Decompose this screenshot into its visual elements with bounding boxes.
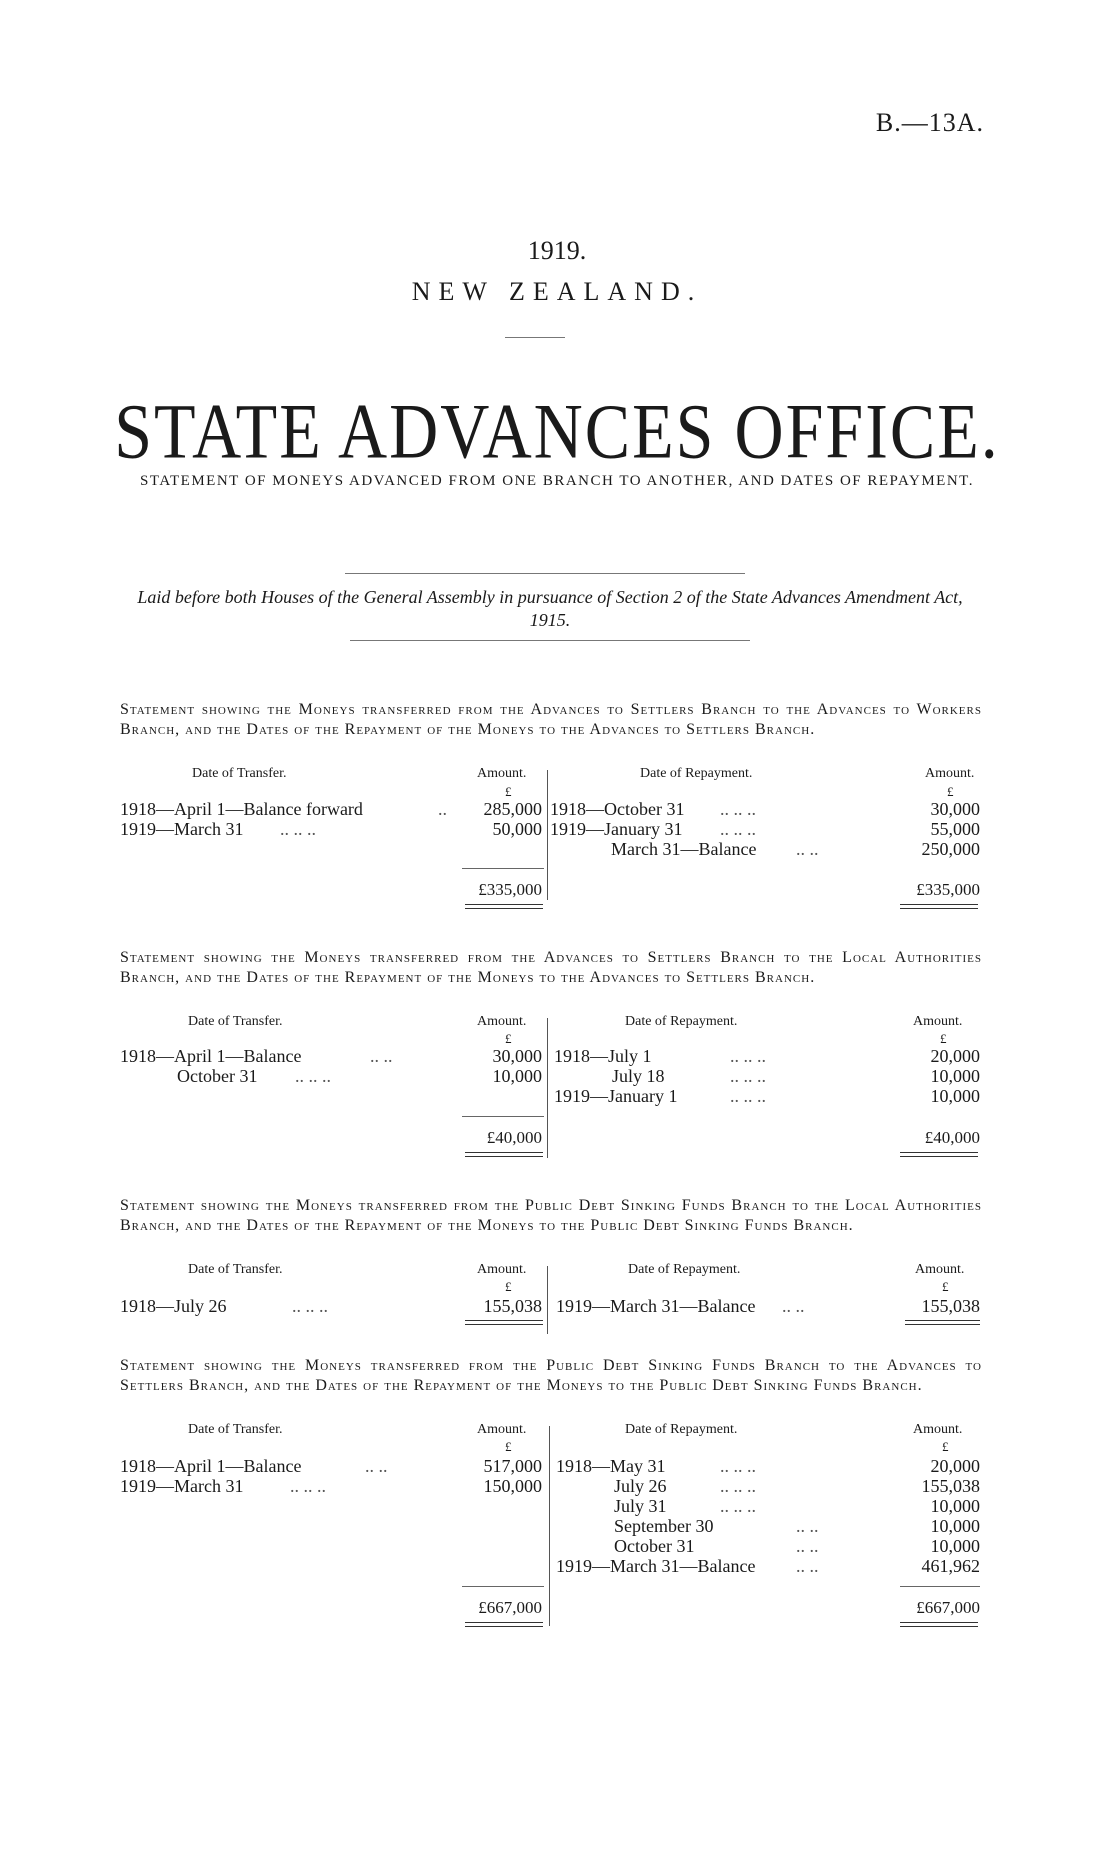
statement-heading: Statement showing the Moneys transferred from the Advances to Settlers Branch to the Advances to Workers Branch, and the Dates of the Repayment of the Moneys to the Advances to Settlers Branch. (120, 701, 982, 738)
col-header-date-of-transfer: Date of Transfer. (188, 1262, 283, 1277)
dot-leader: .. .. .. (720, 1496, 756, 1516)
transfer-amount: 50,000 (492, 819, 542, 839)
repayment-date: 1919—January 31 (550, 819, 683, 839)
total-double-rule (465, 1152, 543, 1157)
dot-leader: .. .. .. (730, 1046, 766, 1066)
total-double-rule (900, 1152, 978, 1157)
col-header-date-of-repayment: Date of Repayment. (628, 1262, 741, 1277)
laid-before-notice: Laid before both Houses of the General Assembly in pursuance of Section 2 of the State Advances Amendment Act, 1915. (137, 587, 963, 630)
dot-leader: .. .. .. (720, 819, 756, 839)
total-double-rule (465, 904, 543, 909)
repayment-date: 1918—July 1 (554, 1046, 652, 1066)
table-row (120, 1456, 980, 1478)
table-row (120, 1496, 980, 1518)
statement-heading: Statement showing the Moneys transferred from the Public Debt Sinking Funds Branch to the Local Authorities Branch, and the Dates of the Repayment of the Moneys to the Public Debt Sinking Funds Branch. (120, 1197, 982, 1234)
col-header-amount: Amount. (925, 766, 975, 781)
col-header-amount: Amount. (477, 1014, 527, 1029)
pound-sign: £ (942, 1439, 949, 1454)
repayment-date: July 18 (612, 1066, 665, 1086)
dot-leader: .. .. .. (720, 799, 756, 819)
repayment-amount: 10,000 (930, 1536, 980, 1556)
repayment-amount: 10,000 (930, 1516, 980, 1536)
table-row (120, 1536, 980, 1558)
pound-sign: £ (947, 784, 954, 799)
dot-leader: .. .. (796, 1516, 819, 1536)
dot-leader: .. .. .. (720, 1456, 756, 1476)
transfer-date: 1918—April 1—Balance forward (120, 799, 363, 819)
year: 1919. (527, 236, 587, 265)
sum-rule (462, 1586, 544, 1587)
repayment-amount: 55,000 (930, 819, 980, 839)
transfer-date: 1918—April 1—Balance (120, 1456, 302, 1476)
total-repayments: £40,000 (924, 1128, 980, 1147)
col-header-amount: Amount. (477, 1262, 527, 1277)
repayment-date: September 30 (614, 1516, 714, 1536)
col-header-date-of-repayment: Date of Repayment. (640, 766, 753, 781)
transfer-date: 1918—April 1—Balance (120, 1046, 302, 1066)
country: NEW ZEALAND. (411, 277, 703, 306)
total-transfers: £40,000 (486, 1128, 542, 1147)
table-row (120, 1476, 980, 1498)
transfer-date: 1919—March 31 (120, 819, 244, 839)
repayment-date: July 31 (614, 1496, 667, 1516)
repayment-amount: 10,000 (930, 1496, 980, 1516)
total-transfers: £335,000 (478, 880, 542, 899)
pound-sign: £ (942, 1279, 949, 1294)
total-double-rule (465, 1320, 543, 1325)
total-double-rule (905, 1320, 980, 1325)
repayment-amount: 10,000 (930, 1086, 980, 1106)
page-reference: B.—13A. (875, 108, 984, 137)
table-row (120, 799, 980, 821)
dot-leader: .. .. (365, 1456, 388, 1476)
repayment-date: 1918—May 31 (556, 1456, 666, 1476)
repayment-date: 1919—March 31—Balance (556, 1296, 756, 1316)
transfer-date: 1918—July 26 (120, 1296, 227, 1316)
total-transfers: £667,000 (478, 1598, 542, 1617)
col-header-date-of-transfer: Date of Transfer. (188, 1422, 283, 1437)
repayment-amount: 155,038 (921, 1296, 980, 1316)
col-header-amount: Amount. (915, 1262, 965, 1277)
repayment-amount: 155,038 (921, 1476, 980, 1496)
dot-leader: .. .. .. (280, 819, 316, 839)
page-title: STATE ADVANCES OFFICE. (114, 387, 1000, 475)
transfer-amount: 285,000 (483, 799, 542, 819)
sum-rule (462, 868, 544, 869)
transfer-amount: 30,000 (492, 1046, 542, 1066)
pound-sign: £ (505, 784, 512, 799)
subtitle: STATEMENT OF MONEYS ADVANCED FROM ONE BRANCH TO ANOTHER, AND DATES OF REPAYMENT. (140, 473, 974, 489)
sum-rule (900, 1586, 980, 1587)
col-header-amount: Amount. (913, 1014, 963, 1029)
dot-leader: .. .. (796, 1536, 819, 1556)
table-row (120, 819, 980, 841)
repayment-amount: 20,000 (930, 1456, 980, 1476)
pound-sign: £ (940, 1031, 947, 1046)
dot-leader: .. (438, 799, 447, 819)
pound-sign: £ (505, 1279, 512, 1294)
col-header-date-of-repayment: Date of Repayment. (625, 1422, 738, 1437)
total-repayments: £667,000 (916, 1598, 980, 1617)
statement-heading: Statement showing the Moneys transferred from the Advances to Settlers Branch to the Local Authorities Branch, and the Dates of the Repayment of the Moneys to the Advances to Settlers Branch. (120, 949, 982, 986)
repayment-amount: 30,000 (930, 799, 980, 819)
table-row (120, 1066, 980, 1088)
repayment-date: 1919—January 1 (554, 1086, 678, 1106)
col-header-date-of-transfer: Date of Transfer. (188, 1014, 283, 1029)
total-repayments: £335,000 (916, 880, 980, 899)
repayment-amount: 461,962 (921, 1556, 980, 1576)
table-row (120, 1046, 980, 1068)
dot-leader: .. .. .. (292, 1296, 328, 1316)
pound-sign: £ (505, 1439, 512, 1454)
transfer-date: October 31 (177, 1066, 258, 1086)
table-row (120, 1516, 980, 1538)
table-row (120, 839, 980, 861)
transfer-amount: 10,000 (492, 1066, 542, 1086)
dot-leader: .. .. (796, 839, 819, 859)
dot-leader: .. .. .. (295, 1066, 331, 1086)
dot-leader: .. .. .. (720, 1476, 756, 1496)
repayment-amount: 250,000 (921, 839, 980, 859)
repayment-amount: 10,000 (930, 1066, 980, 1086)
divider (350, 640, 750, 641)
dot-leader: .. .. (370, 1046, 393, 1066)
total-double-rule (465, 1622, 543, 1627)
transfer-amount: 517,000 (483, 1456, 542, 1476)
total-double-rule (900, 904, 978, 909)
repayment-date: October 31 (614, 1536, 695, 1556)
repayment-date: 1918—October 31 (550, 799, 685, 819)
transfer-date: 1919—March 31 (120, 1476, 244, 1496)
dot-leader: .. .. (796, 1556, 819, 1576)
transfer-amount: 155,038 (483, 1296, 542, 1316)
dot-leader: .. .. .. (730, 1066, 766, 1086)
divider (505, 337, 565, 338)
repayment-date: July 26 (614, 1476, 667, 1496)
col-header-date-of-transfer: Date of Transfer. (192, 766, 287, 781)
repayment-date: March 31—Balance (611, 839, 757, 859)
total-double-rule (900, 1622, 978, 1627)
col-header-date-of-repayment: Date of Repayment. (625, 1014, 738, 1029)
repayment-date: 1919—March 31—Balance (556, 1556, 756, 1576)
pound-sign: £ (505, 1031, 512, 1046)
dot-leader: .. .. (782, 1296, 805, 1316)
table-row (120, 1086, 980, 1108)
table-row (120, 1296, 980, 1318)
statement-heading: Statement showing the Moneys transferred from the Public Debt Sinking Funds Branch to the Advances to Settlers Branch, and the Dates of the Repayment of the Moneys to the Public Debt Sinking Funds Branch. (120, 1357, 982, 1394)
table-row (120, 1556, 980, 1578)
divider (345, 573, 745, 574)
col-header-amount: Amount. (477, 766, 527, 781)
transfer-amount: 150,000 (483, 1476, 542, 1496)
dot-leader: .. .. .. (730, 1086, 766, 1106)
col-header-amount: Amount. (477, 1422, 527, 1437)
dot-leader: .. .. .. (290, 1476, 326, 1496)
sum-rule (462, 1116, 544, 1117)
col-header-amount: Amount. (913, 1422, 963, 1437)
repayment-amount: 20,000 (930, 1046, 980, 1066)
